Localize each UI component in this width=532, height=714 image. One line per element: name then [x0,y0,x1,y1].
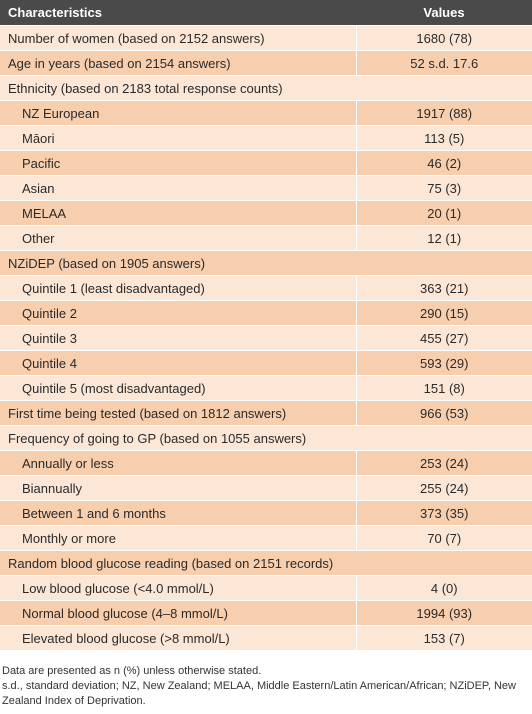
characteristic-value: 253 (24) [356,451,532,476]
characteristic-label: Pacific [0,151,356,176]
table-row [0,426,532,451]
table-row [0,251,532,276]
table-row [0,51,532,76]
characteristic-label: Quintile 2 [0,301,356,326]
characteristic-value: 151 (8) [356,376,532,401]
header-values: Values [356,0,532,26]
table-row [0,526,532,551]
characteristic-label: Other [0,226,356,251]
section-heading-cell: Random blood glucose reading (based on 2151 records) [0,551,532,576]
table-row [0,401,532,426]
table-row [0,201,532,226]
characteristic-label: MELAA [0,201,356,226]
section-heading-cell: Ethnicity (based on 2183 total response counts) [0,76,532,101]
table-row [0,226,532,251]
characteristic-value: 70 (7) [356,526,532,551]
table-row [0,276,532,301]
characteristic-value: 593 (29) [356,351,532,376]
footnote-data-format: Data are presented as n (%) unless otherwise stated. [2,665,262,677]
characteristic-value: 1917 (88) [356,101,532,126]
table-row [0,476,532,501]
characteristic-value: 1994 (93) [356,601,532,626]
table-row [0,551,532,576]
table-row [0,376,532,401]
characteristic-value: 255 (24) [356,476,532,501]
characteristic-label: Māori [0,126,356,151]
table-row [0,26,532,51]
characteristic-label: NZ European [0,101,356,126]
header-characteristics: Characteristics [0,0,356,26]
table-row [0,576,532,601]
characteristic-value: 373 (35) [356,501,532,526]
characteristic-label: Annually or less [0,451,356,476]
characteristic-label: Number of women (based on 2152 answers) [0,26,356,51]
characteristic-value: 12 (1) [356,226,532,251]
table-row [0,326,532,351]
characteristic-label: Biannually [0,476,356,501]
characteristic-value: 4 (0) [356,576,532,601]
characteristic-label: Quintile 3 [0,326,356,351]
table-row [0,451,532,476]
characteristic-value: 52 s.d. 17.6 [356,51,532,76]
characteristic-value: 20 (1) [356,201,532,226]
table-row [0,101,532,126]
characteristic-value: 113 (5) [356,126,532,151]
characteristic-label: Monthly or more [0,526,356,551]
characteristic-value: 290 (15) [356,301,532,326]
characteristic-label: Age in years (based on 2154 answers) [0,51,356,76]
characteristic-value: 46 (2) [356,151,532,176]
table-row [0,501,532,526]
table-row [0,301,532,326]
table-row [0,151,532,176]
footnote-abbreviations: s.d., standard deviation; NZ, New Zealand; MELAA, Middle Eastern/Latin American/African; NZiDEP, New Zealand Index of Deprivation. [2,680,516,707]
characteristic-value: 153 (7) [356,626,532,651]
table-row [0,601,532,626]
section-heading-cell: NZiDEP (based on 1905 answers) [0,251,532,276]
characteristic-label: Between 1 and 6 months [0,501,356,526]
table-row [0,176,532,201]
characteristic-value: 75 (3) [356,176,532,201]
section-heading-cell: Frequency of going to GP (based on 1055 answers) [0,426,532,451]
characteristic-label: Quintile 4 [0,351,356,376]
characteristic-value: 363 (21) [356,276,532,301]
table-header-row [0,0,532,26]
table-row [0,351,532,376]
characteristic-label: Quintile 1 (least disadvantaged) [0,276,356,301]
characteristic-value: 455 (27) [356,326,532,351]
characteristic-label: Asian [0,176,356,201]
table-row [0,76,532,101]
characteristic-label: Low blood glucose (<4.0 mmol/L) [0,576,356,601]
characteristic-label: First time being tested (based on 1812 answers) [0,401,356,426]
characteristic-label: Normal blood glucose (4–8 mmol/L) [0,601,356,626]
table-row [0,126,532,151]
table-footnotes [0,664,532,709]
table-body [0,26,532,651]
characteristic-value: 1680 (78) [356,26,532,51]
characteristic-label: Quintile 5 (most disadvantaged) [0,376,356,401]
table-row [0,626,532,651]
characteristic-label: Elevated blood glucose (>8 mmol/L) [0,626,356,651]
characteristic-value: 966 (53) [356,401,532,426]
